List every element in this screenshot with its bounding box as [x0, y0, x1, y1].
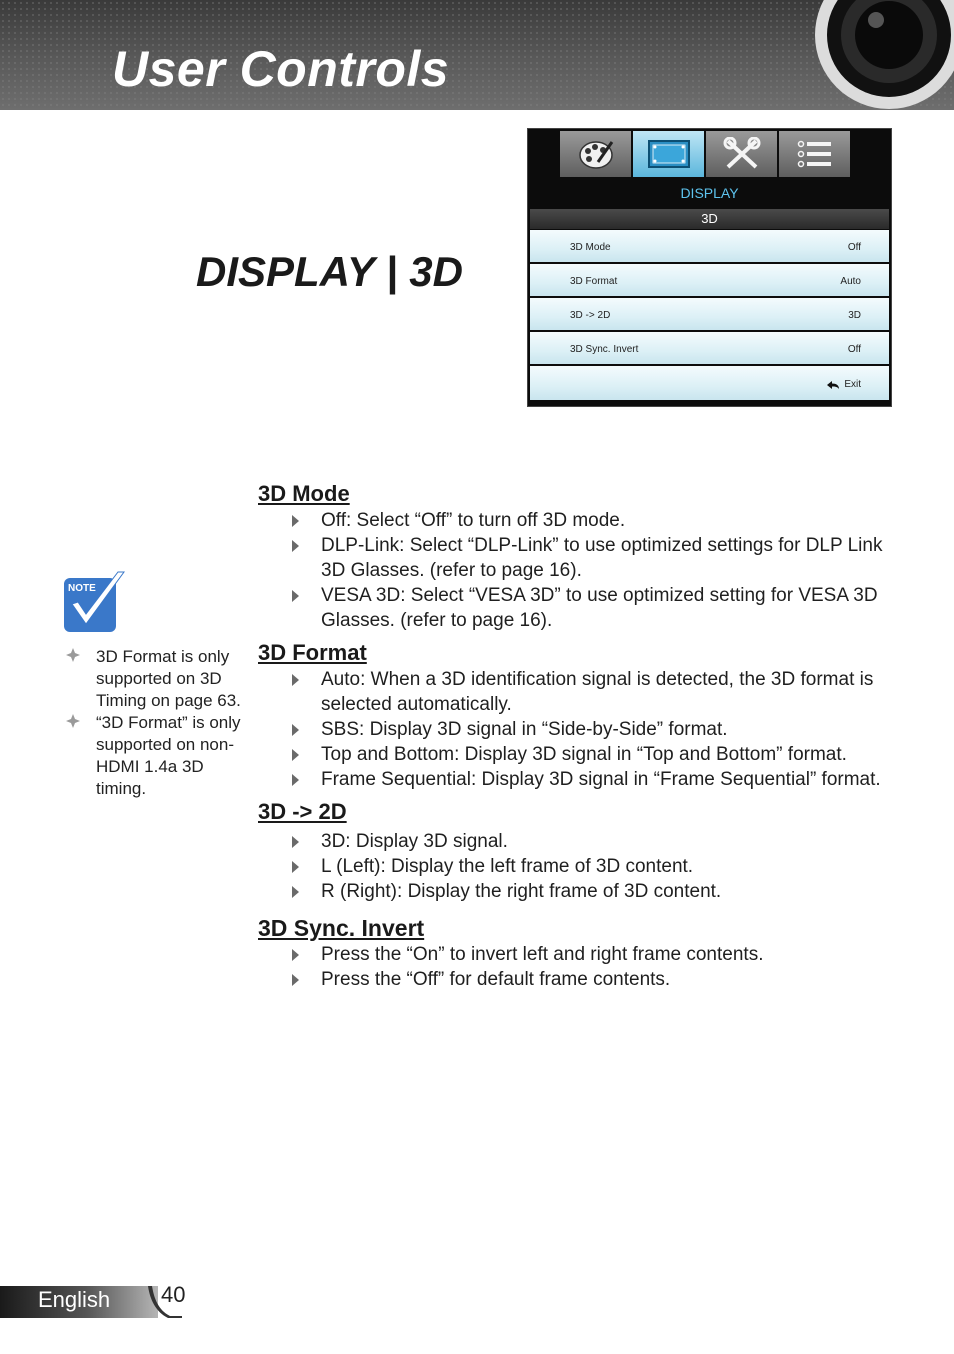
osd-tab-options[interactable] [779, 131, 850, 177]
osd-tab-setup[interactable] [706, 131, 777, 177]
bullet-list [258, 508, 908, 633]
osd-row-label: 3D Mode [570, 242, 611, 253]
section-heading: 3D Mode [258, 481, 350, 506]
triangle-bullet-icon [292, 515, 299, 527]
bullet-item: SBS: Display 3D signal in “Side-by-Side” format. [258, 717, 908, 742]
bullet-item: R (Right): Display the right frame of 3D content. [258, 879, 908, 904]
triangle-bullet-icon [292, 861, 299, 873]
bullet-item: 3D: Display 3D signal. [258, 829, 908, 854]
osd-row-value: Off [847, 344, 861, 355]
triangle-bullet-icon [292, 749, 299, 761]
list-icon [797, 139, 833, 169]
section-3d-mode [258, 480, 908, 633]
main-content [258, 478, 908, 992]
osd-row-3d-sync-invert[interactable] [530, 332, 889, 364]
bullet-item: L (Left): Display the left frame of 3D content. [258, 854, 908, 879]
diamond-bullet-icon [66, 648, 80, 662]
section-3d-sync-invert [258, 914, 908, 992]
osd-rows [530, 230, 889, 400]
osd-row-value: 3D [848, 310, 861, 321]
osd-row-label: 3D Format [570, 276, 618, 287]
section-heading: 3D -> 2D [258, 799, 347, 824]
section-3d-format [258, 639, 908, 792]
return-arrow-icon [826, 380, 840, 390]
note-item [66, 712, 252, 800]
osd-row-label: 3D -> 2D [570, 310, 611, 321]
note-item [66, 646, 252, 712]
note-text: “3D Format” is only supported on non-HDMI 1.4a 3D timing. [96, 713, 241, 798]
osd-row-3d-format[interactable] [530, 264, 889, 296]
bullet-item: Top and Bottom: Display 3D signal in “Top and Bottom” format. [258, 742, 908, 767]
osd-row-3d-mode[interactable] [530, 230, 889, 262]
header-title: User Controls [112, 41, 450, 97]
triangle-bullet-icon [292, 540, 299, 552]
bullet-item: Press the “Off” for default frame contents. [258, 967, 908, 992]
section-heading: 3D Sync. Invert [258, 915, 425, 941]
triangle-bullet-icon [292, 886, 299, 898]
svg-text:NOTE: NOTE [68, 583, 96, 594]
bullet-item: Press the “On” to invert left and right frame contents. [258, 942, 908, 967]
triangle-bullet-icon [292, 590, 299, 602]
osd-row-value: Off [847, 242, 861, 253]
osd-menu-name: DISPLAY [680, 185, 739, 201]
osd-menu [527, 128, 892, 407]
bullet-item: Off: Select “Off” to turn off 3D mode. [258, 508, 908, 533]
page-number: 40 [161, 1282, 186, 1307]
page-header [0, 0, 954, 110]
triangle-bullet-icon [292, 836, 299, 848]
bullet-list [258, 667, 908, 792]
osd-submenu-title: 3D [530, 209, 889, 229]
osd-tab-display[interactable] [633, 131, 704, 177]
triangle-bullet-icon [292, 774, 299, 786]
section-3d-to-2d [258, 798, 908, 904]
bullet-item: VESA 3D: Select “VESA 3D” to use optimized setting for VESA 3D Glasses. (refer to page 16). [258, 583, 908, 633]
bullet-item: Frame Sequential: Display 3D signal in “Frame Sequential” format. [258, 767, 908, 792]
bullet-list [258, 942, 908, 992]
osd-tab-image[interactable] [560, 131, 631, 177]
osd-row-3d-to-2d[interactable] [530, 298, 889, 330]
notes-sidebar [66, 646, 252, 800]
osd-exit-row[interactable] [530, 366, 889, 400]
palette-icon [576, 138, 616, 170]
display-icon [647, 139, 691, 169]
note-checkmark-icon [62, 570, 128, 634]
bullet-list [258, 829, 908, 904]
osd-row-label: 3D Sync. Invert [570, 344, 639, 355]
triangle-bullet-icon [292, 974, 299, 986]
section-heading: 3D Format [258, 640, 367, 665]
osd-exit-label: Exit [844, 379, 861, 390]
note-text: 3D Format is only supported on 3D Timing on page 63. [96, 647, 241, 710]
osd-exit[interactable] [826, 379, 861, 390]
osd-tab-bar [560, 131, 850, 177]
footer-language: English [38, 1287, 111, 1312]
triangle-bullet-icon [292, 724, 299, 736]
triangle-bullet-icon [292, 674, 299, 686]
bullet-item: Auto: When a 3D identification signal is detected, the 3D format is selected automatically. [258, 667, 908, 717]
triangle-bullet-icon [292, 949, 299, 961]
page-title: DISPLAY | 3D [196, 248, 463, 295]
diamond-bullet-icon [66, 714, 80, 728]
osd-row-value: Auto [840, 276, 861, 287]
projector-lens-icon [814, 0, 954, 110]
tools-icon [722, 137, 762, 171]
bullet-item: DLP-Link: Select “DLP-Link” to use optimized settings for DLP Link 3D Glasses. (refer to page 16). [258, 533, 908, 583]
